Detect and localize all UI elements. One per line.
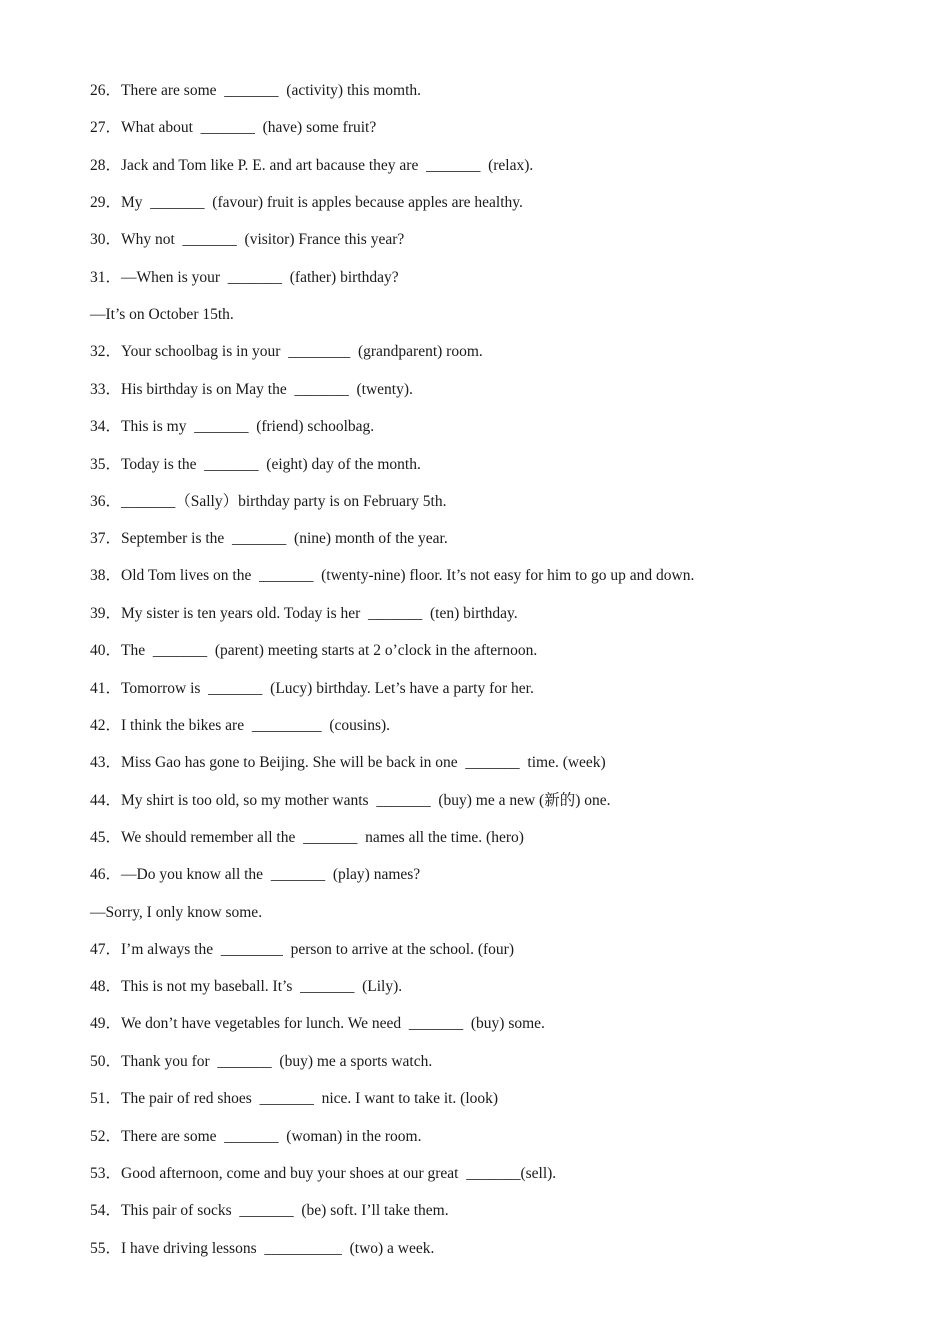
question-46-reply: —Sorry, I only know some. <box>90 904 263 921</box>
question-43: 43．Miss Gao has gone to Beijing. She will be back in one _______ time. (week) <box>90 754 606 771</box>
question-42: 42．I think the bikes are _________ (cousins). <box>90 717 391 734</box>
question-36: 36．_______（Sally）birthday party is on February 5th. <box>90 493 447 510</box>
question-30: 30．Why not _______ (visitor) France this year? <box>90 231 405 248</box>
question-53: 53．Good afternoon, come and buy your shoes at our great _______(sell). <box>90 1165 557 1182</box>
question-44: 44．My shirt is too old, so my mother wants _______ (buy) me a new (新的) one. <box>90 792 611 809</box>
question-41: 41．Tomorrow is _______ (Lucy) birthday. Let’s have a party for her. <box>90 680 534 697</box>
question-48: 48．This is not my baseball. It’s _______ (Lily). <box>90 978 403 995</box>
question-27: 27．What about _______ (have) some fruit? <box>90 119 377 136</box>
question-31-reply: —It’s on October 15th. <box>90 306 234 323</box>
question-26: 26．There are some _______ (activity) this momth. <box>90 82 422 99</box>
question-29: 29．My _______ (favour) fruit is apples because apples are healthy. <box>90 194 523 211</box>
question-35: 35．Today is the _______ (eight) day of the month. <box>90 456 421 473</box>
question-33: 33．His birthday is on May the _______ (twenty). <box>90 381 413 398</box>
question-49: 49．We don’t have vegetables for lunch. We need _______ (buy) some. <box>90 1015 545 1032</box>
question-40: 40．The _______ (parent) meeting starts at 2 o’clock in the afternoon. <box>90 642 538 659</box>
question-34: 34．This is my _______ (friend) schoolbag. <box>90 418 375 435</box>
question-32: 32．Your schoolbag is in your ________ (grandparent) room. <box>90 343 483 360</box>
question-38: 38．Old Tom lives on the _______ (twenty-nine) floor. It’s not easy for him to go up and down. <box>90 567 695 584</box>
question-54: 54．This pair of socks _______ (be) soft. I’ll take them. <box>90 1202 449 1219</box>
question-37: 37．September is the _______ (nine) month of the year. <box>90 530 448 547</box>
question-39: 39．My sister is ten years old. Today is her _______ (ten) birthday. <box>90 605 518 622</box>
question-51: 51．The pair of red shoes _______ nice. I want to take it. (look) <box>90 1090 499 1107</box>
question-28: 28．Jack and Tom like P. E. and art bacause they are _______ (relax). <box>90 157 534 174</box>
question-45: 45．We should remember all the _______ names all the time. (hero) <box>90 829 524 846</box>
question-52: 52．There are some _______ (woman) in the room. <box>90 1128 422 1145</box>
question-55: 55．I have driving lessons __________ (two) a week. <box>90 1240 435 1257</box>
question-50: 50．Thank you for _______ (buy) me a sports watch. <box>90 1053 433 1070</box>
question-46: 46．—Do you know all the _______ (play) names? <box>90 866 421 883</box>
question-31: 31．—When is your _______ (father) birthday? <box>90 269 399 286</box>
question-47: 47．I’m always the ________ person to arrive at the school. (four) <box>90 941 514 958</box>
